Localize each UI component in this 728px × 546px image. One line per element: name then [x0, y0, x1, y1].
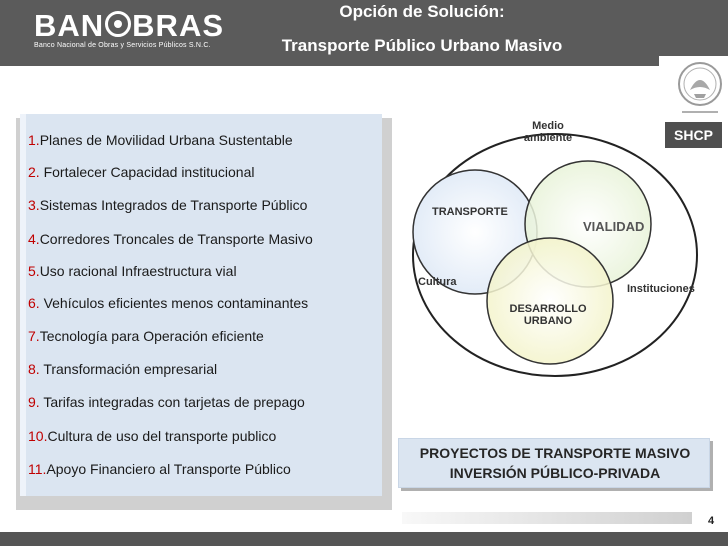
projects-line1: PROYECTOS DE TRANSPORTE MASIVO [419, 445, 691, 461]
list-item: 8. Transformación empresarial [28, 361, 218, 377]
label-desarrollo-urbano: DESARROLLO URBANO [509, 303, 587, 327]
logo-o-icon [105, 11, 131, 37]
list-item: 11.Apoyo Financiero al Transporte Público [28, 461, 291, 477]
list-item: 6. Vehículos eficientes menos contaminantes [28, 295, 309, 311]
projects-line2: INVERSIÓN PÚBLICO-PRIVADA [449, 465, 661, 481]
slide-title-line2: Transporte Público Urbano Masivo [281, 36, 563, 55]
shcp-badge: SHCP [665, 122, 722, 148]
bottom-bar [0, 532, 728, 546]
desarrollo-circle [487, 238, 613, 364]
footer-gradient-bar [402, 512, 692, 524]
list-item: 9. Tarifas integradas con tarjetas de prepago [28, 394, 305, 410]
list-item: 10.Cultura de uso del transporte publico [28, 428, 277, 444]
list-item: 3.Sistemas Integrados de Transporte Público [28, 197, 308, 213]
list-item: 2. Fortalecer Capacidad institucional [28, 164, 255, 180]
logo-wordmark: BAN BRAS [34, 8, 225, 43]
label-medio-ambiente: Medio ambiente [523, 120, 573, 144]
banobras-logo [0, 0, 232, 66]
page-number: 4 [708, 515, 715, 527]
label-transporte: TRANSPORTE [432, 206, 508, 218]
logo-tagline: Banco Nacional de Obras y Servicios Públicos S.N.C. [34, 42, 211, 49]
slide-title-line1: Opción de Solución: [339, 2, 505, 21]
list-item: 4.Corredores Troncales de Transporte Masivo [28, 231, 313, 247]
projects-box [398, 438, 710, 488]
list-item: 5.Uso racional Infraestructura vial [28, 263, 237, 279]
venn-diagram [400, 100, 716, 420]
label-vialidad: VIALIDAD [583, 219, 645, 234]
label-instituciones: Instituciones [627, 283, 695, 295]
list-item: 1.Planes de Movilidad Urbana Sustentable [28, 132, 293, 148]
label-cultura: Cultura [418, 276, 457, 288]
list-item: 7.Tecnología para Operación eficiente [28, 328, 264, 344]
